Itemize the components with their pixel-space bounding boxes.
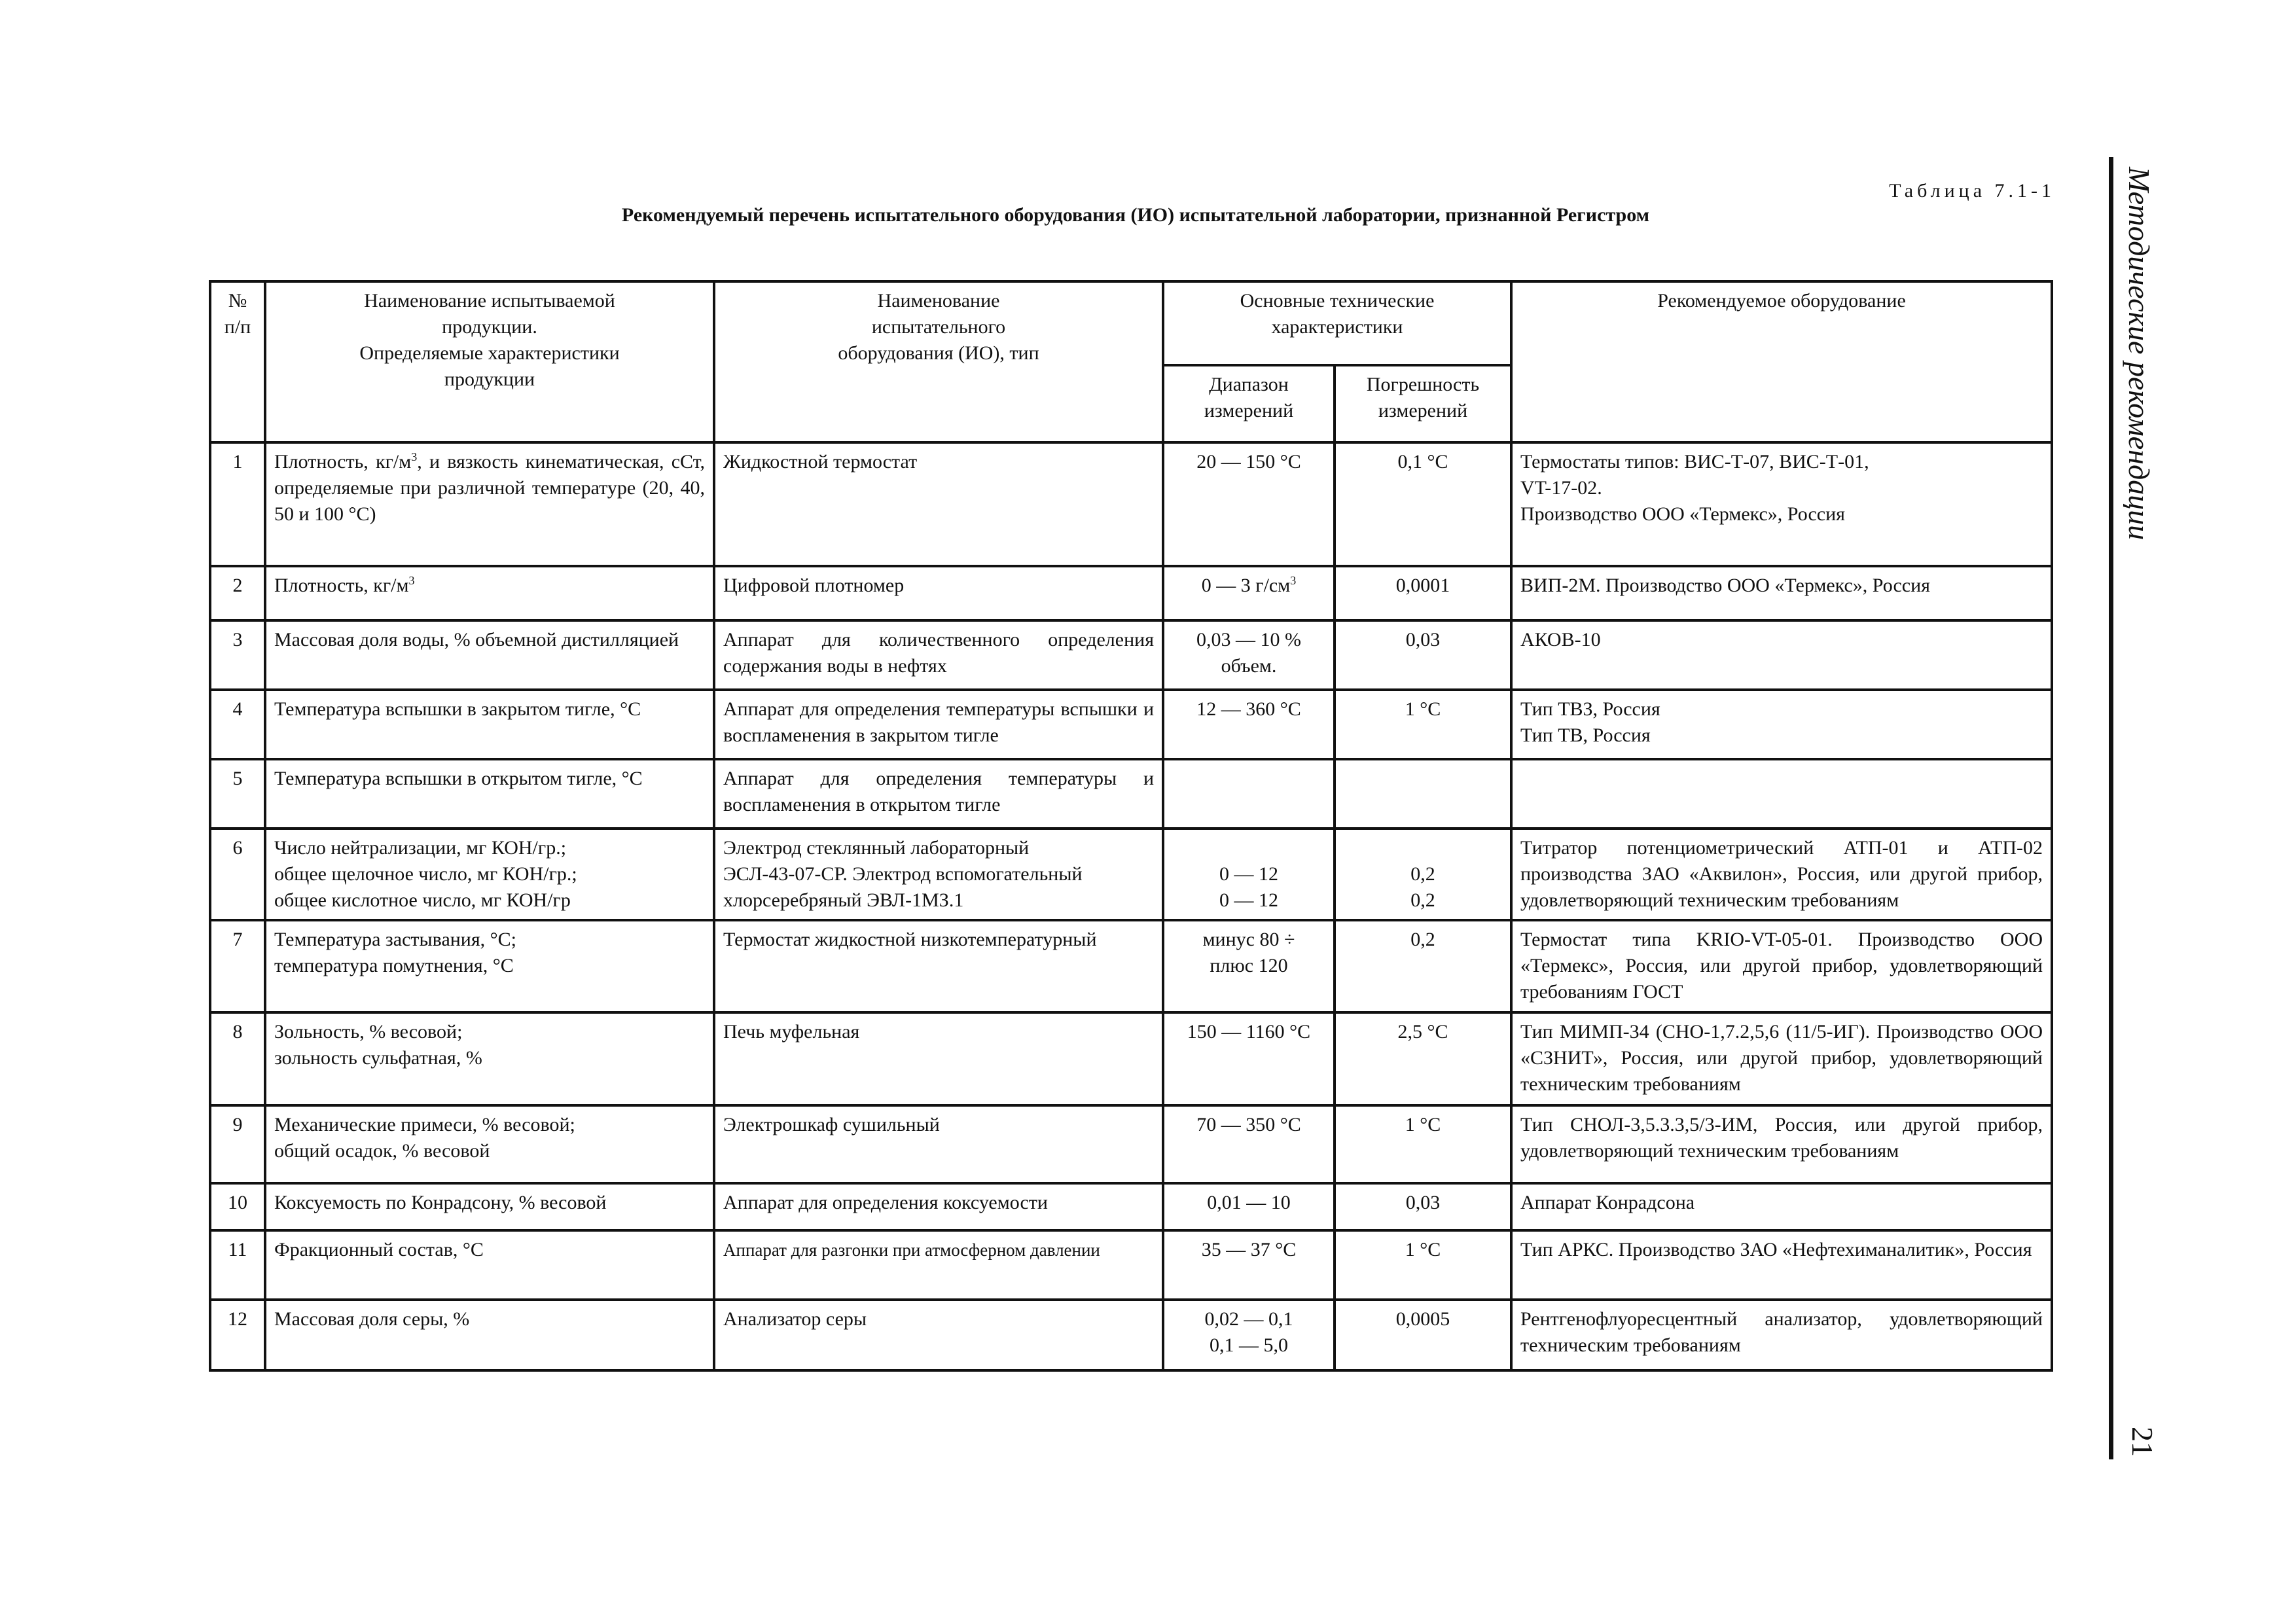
recommended-cell: Аппарат Конрадсона <box>1511 1183 2052 1230</box>
recommended-cell: Рентгенофлуоресцентный анализатор, удовлетворяющий техническим требованиям <box>1511 1300 2052 1370</box>
equipment-cell: Жидкостной термостат <box>714 442 1163 566</box>
error-cell: 0,2 0,2 <box>1335 829 1511 920</box>
product-cell: Массовая доля серы, % <box>265 1300 714 1370</box>
row-number: 1 <box>210 442 265 566</box>
header-error: Погрешность измерений <box>1335 365 1511 442</box>
error-cell: 0,03 <box>1335 1183 1511 1230</box>
range-cell: 0,03 — 10 % объем. <box>1163 620 1335 690</box>
error-cell: 0,1 °C <box>1335 442 1511 566</box>
product-cell: Фракционный состав, °C <box>265 1230 714 1300</box>
table-row <box>210 1105 2052 1183</box>
product-cell: Зольность, % весовой; зольность сульфатная, % <box>265 1012 714 1105</box>
recommended-cell: Термостат типа KRIO-VT-05-01. Производство ООО «Термекс», Россия, или другой прибор, удовлетворяющий требованиям ГОСТ <box>1511 920 2052 1012</box>
equipment-cell: Аппарат для определения коксуемости <box>714 1183 1163 1230</box>
equipment-cell: Цифровой плотномер <box>714 566 1163 620</box>
product-cell: Механические примеси, % весовой; общий осадок, % весовой <box>265 1105 714 1183</box>
row-number: 6 <box>210 829 265 920</box>
range-cell: 0,01 — 10 <box>1163 1183 1335 1230</box>
equipment-cell: Электрод стеклянный лабораторный ЭСЛ-43-07-СР. Электрод вспомогательный хлорсеребряный ЭВЛ-1МЗ.1 <box>714 829 1163 920</box>
range-cell: 12 — 360 °C <box>1163 690 1335 759</box>
header-equipment: Наименование испытательного оборудования (ИО), тип <box>714 281 1163 442</box>
range-cell: 70 — 350 °C <box>1163 1105 1335 1183</box>
error-cell: 0,0005 <box>1335 1300 1511 1370</box>
product-cell: Число нейтрализации, мг КОН/гр.; общее щелочное число, мг КОН/гр.; общее кислотное число, мг КОН/гр <box>265 829 714 920</box>
row-number: 3 <box>210 620 265 690</box>
table-row <box>210 620 2052 690</box>
recommended-cell: Тип СНОЛ-3,5.3.3,5/3-ИМ, Россия, или другой прибор, удовлетворяющий техническим требованиям <box>1511 1105 2052 1183</box>
running-title: Методические рекомендации <box>2123 167 2156 541</box>
range-cell: 0 — 3 $г/см^3$ <box>1163 566 1335 620</box>
error-cell: 1 °C <box>1335 1105 1511 1183</box>
equipment-cell: Электрошкаф сушильный <box>714 1105 1163 1183</box>
table-number-label: Таблица 7.1-1 <box>1889 180 2055 202</box>
header-product: Наименование испытываемой продукции. Определяемые характеристики продукции <box>265 281 714 442</box>
recommended-cell: Титратор потенциометрический АТП-01 и АТП-02 производства ЗАО «Аквилон», Россия, или другой прибор, удовлетворяющий техническим требованиям <box>1511 829 2052 920</box>
row-number: 8 <box>210 1012 265 1105</box>
range-cell <box>1163 759 1335 829</box>
product-cell: Температура вспышки в закрытом тигле, °C <box>265 690 714 759</box>
equipment-cell: Термостат жидкостной низкотемпературный <box>714 920 1163 1012</box>
recommended-cell <box>1511 759 2052 829</box>
row-number: 5 <box>210 759 265 829</box>
row-number: 4 <box>210 690 265 759</box>
table-title: Рекомендуемый перечень испытательного оборудования (ИО) испытательной лаборатории, признанной Регистром <box>621 204 1650 226</box>
error-cell: 0,0001 <box>1335 566 1511 620</box>
table-row <box>210 1300 2052 1370</box>
row-number: 9 <box>210 1105 265 1183</box>
range-cell: 35 — 37 °C <box>1163 1230 1335 1300</box>
table-row <box>210 1183 2052 1230</box>
equipment-cell: Анализатор серы <box>714 1300 1163 1370</box>
table-row <box>210 920 2052 1012</box>
range-cell: 150 — 1160 °C <box>1163 1012 1335 1105</box>
product-cell: Плотность, $кг/м^3$, и вязкость кинематическая, сСт, определяемые при различной температуре (20, 40, 50 и 100 °C) <box>265 442 714 566</box>
error-cell: 0,2 <box>1335 920 1511 1012</box>
table-row <box>210 1012 2052 1105</box>
header-range: Диапазон измерений <box>1163 365 1335 442</box>
equipment-cell: Аппарат для разгонки при атмосферном давлении <box>714 1230 1163 1300</box>
range-cell: 0 — 12 0 — 12 <box>1163 829 1335 920</box>
product-cell: Массовая доля воды, % объемной дистилляцией <box>265 620 714 690</box>
table-row <box>210 690 2052 759</box>
range-cell: минус 80 ÷ плюс 120 <box>1163 920 1335 1012</box>
row-number: 10 <box>210 1183 265 1230</box>
range-cell: 20 — 150 °C <box>1163 442 1335 566</box>
error-cell: 2,5 °C <box>1335 1012 1511 1105</box>
recommended-cell: Тип МИМП-34 (СНО-1,7.2,5,6 (11/5-ИГ). Производство ООО «СЗНИТ», Россия, или другой прибор, удовлетворяющий техническим требованиям <box>1511 1012 2052 1105</box>
error-cell: 1 °C <box>1335 1230 1511 1300</box>
product-cell: Температура застывания, °C; температура помутнения, °C <box>265 920 714 1012</box>
page-number: 21 <box>2126 1427 2159 1457</box>
recommended-cell: ВИП-2М. Производство ООО «Термекс», Россия <box>1511 566 2052 620</box>
recommended-cell: Тип ТВЗ, Россия Тип ТВ, Россия <box>1511 690 2052 759</box>
row-number: 11 <box>210 1230 265 1300</box>
range-cell: 0,02 — 0,1 0,1 — 5,0 <box>1163 1300 1335 1370</box>
equipment-cell: Печь муфельная <box>714 1012 1163 1105</box>
product-cell: Коксуемость по Конрадсону, % весовой <box>265 1183 714 1230</box>
equipment-cell: Аппарат для определения температуры и воспламенения в открытом тигле <box>714 759 1163 829</box>
error-cell: 0,03 <box>1335 620 1511 690</box>
table-row <box>210 1230 2052 1300</box>
error-cell: 1 °C <box>1335 690 1511 759</box>
header-num: № п/п <box>210 281 265 442</box>
row-number: 12 <box>210 1300 265 1370</box>
row-number: 7 <box>210 920 265 1012</box>
row-number: 2 <box>210 566 265 620</box>
side-rule <box>2109 157 2113 1459</box>
error-cell <box>1335 759 1511 829</box>
equipment-table <box>209 280 2053 1372</box>
header-tech: Основные технические характеристики <box>1163 281 1511 365</box>
product-cell: Температура вспышки в открытом тигле, °C <box>265 759 714 829</box>
table-row <box>210 442 2052 566</box>
table-row <box>210 566 2052 620</box>
header-recommended: Рекомендуемое оборудование <box>1511 281 2052 442</box>
recommended-cell: АКОВ-10 <box>1511 620 2052 690</box>
table-row <box>210 829 2052 920</box>
recommended-cell: Тип АРКС. Производство ЗАО «Нефтехиманалитик», Россия <box>1511 1230 2052 1300</box>
equipment-cell: Аппарат для количественного определения содержания воды в нефтях <box>714 620 1163 690</box>
equipment-cell: Аппарат для определения температуры вспышки и воспламенения в закрытом тигле <box>714 690 1163 759</box>
recommended-cell: Термостаты типов: ВИС-Т-07, ВИС-Т-01, VT-17-02. Производство ООО «Термекс», Россия <box>1511 442 2052 566</box>
table-row <box>210 759 2052 829</box>
product-cell: Плотность, $кг/м^3$ <box>265 566 714 620</box>
